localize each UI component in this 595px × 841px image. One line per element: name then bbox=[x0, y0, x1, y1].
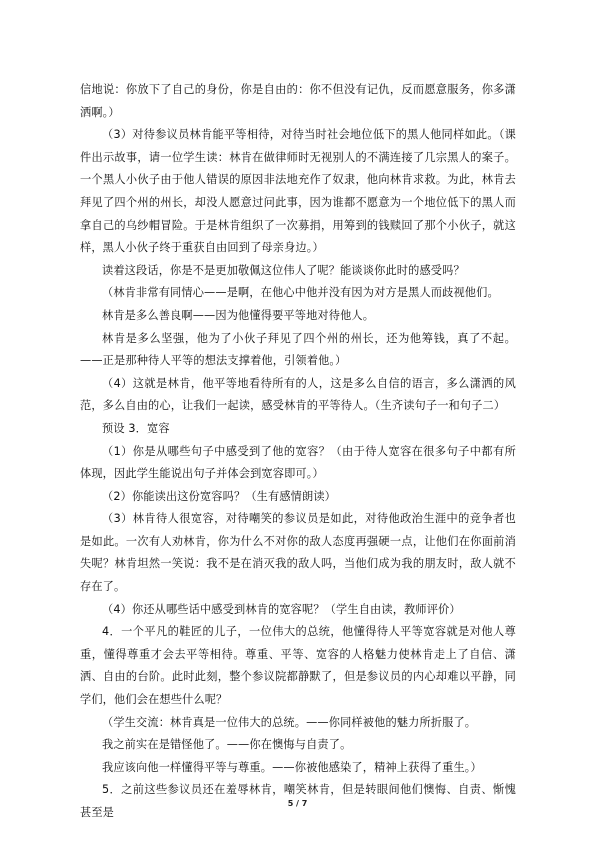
paragraph: 林肯是多么善良啊——因为他懂得要平等地对待他人。 bbox=[102, 308, 375, 322]
paragraph: （4）你还从哪些话中感受到林肯的宽容呢？（学生自由读，教师评价） bbox=[102, 602, 461, 616]
paragraph: 4．一个平凡的鞋匠的儿子，一位伟大的总统，他懂得待人平等宽容就是对他人尊重，懂得尊重才会去平等相待。尊重、平等、宽容的人格魅力使林肯走上了自信、潇洒、自由的台阶。此时此刻，整个参议院都静默了，但是参议员的内心却难以平静，同学们，他们会在想些什么呢？ bbox=[80, 625, 516, 707]
paragraph: 信地说：你放下了自己的身份，你是自由的：你不但没有记仇，反而愿意服务，你多潇洒啊。） bbox=[80, 83, 516, 119]
paragraph: 读着这段话，你是不是更加敬佩这位伟人了呢？能谈谈你此时的感受吗？ bbox=[102, 263, 465, 277]
paragraph: （1）你是从哪些句子中感受到了他的宽容？（由于待人宽容在很多句子中都有所体现，因此学生能说出句子并体会到宽容即可。） bbox=[80, 444, 516, 481]
paragraph: （3）对待参议员林肯能平等相待，对待当时社会地位低下的黑人他同样如此。（课件出示故事，请一位学生读：林肯在做律师时无视别人的不满连接了几宗黑人的案子。一个黑人小伙子由于他人错误的原因非法地充作了奴隶，他向林肯求救。为此，林肯去拜见了四个州的州长，却没人愿意过问此事，因为谁都不愿意为一个地位低下的黑人而拿自己的乌纱帽冒险。于是林肯组织了一次募捐，用筹到的钱赎回了那个小伙子，就这样，黑人小伙子终于重获自由回到了母亲身边。） bbox=[80, 128, 516, 255]
section-heading: 预设 3．宽容 bbox=[102, 421, 170, 435]
page-number: 5 / 7 bbox=[287, 799, 308, 808]
paragraph: 我应该向他一样懂得平等与尊重。——你被他感染了，精神上获得了重生。） bbox=[102, 760, 482, 774]
paragraph: （林肯非常有同情心——是啊，在他心中他并没有因为对方是黑人而歧视他们。 bbox=[102, 286, 499, 300]
paragraph: 我之前实在是错怪他了。——你在懊悔与自责了。 bbox=[102, 738, 352, 752]
paragraph: 林肯是多么坚强，他为了小伙子拜见了四个州的州长，还为他筹钱，真了不起。——正是那种待人平等的想法支撑着他，引领着他。） bbox=[80, 331, 516, 368]
paragraph: 5．之前这些参议员还在羞辱林肯，嘲笑林肯，但是转眼间他们懊悔、自责、惭愧甚至是 bbox=[80, 783, 516, 819]
paragraph: （学生交流：林肯真是一位伟大的总统。——你同样被他的魅力所折服了。 bbox=[102, 715, 477, 729]
paragraph: （2）你能读出这份宽容吗？（生有感情朗读） bbox=[102, 489, 337, 503]
page-body bbox=[80, 79, 516, 825]
paragraph: （4）这就是林肯，他平等地看待所有的人，这是多么自信的语言，多么潇洒的风范，多么自由的心，让我们一起读，感受林肯的平等待人。（生齐读句子一和句子二） bbox=[80, 376, 516, 413]
paragraph: （3）林肯待人很宽容，对待嘲笑的参议员是如此，对待他政治生涯中的竞争者也是如此。一次有人劝林肯，你为什么不对你的敌人态度再强硬一点，让他们在你面前消失呢？林肯坦然一笑说：我不是在消灭我的敌人吗，当他们成为我的朋友时，敌人就不存在了。 bbox=[80, 512, 516, 594]
